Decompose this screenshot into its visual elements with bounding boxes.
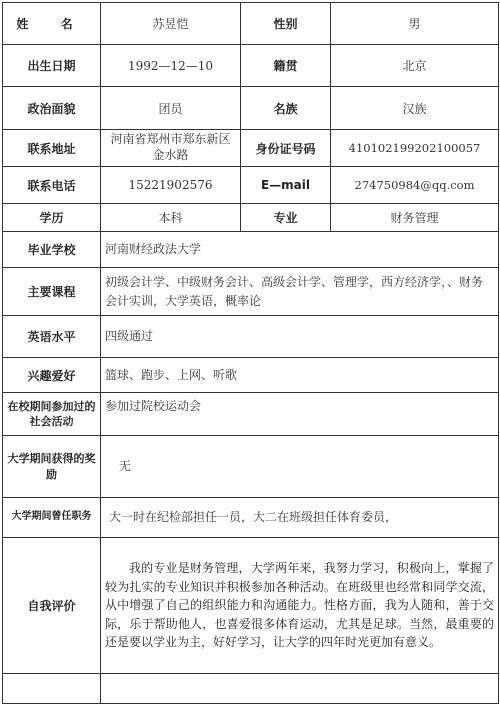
hobby-value: 篮球、跑步、上网、听歌 (101, 358, 499, 393)
award-label: 大学期间获得的奖励 (3, 436, 101, 498)
duty-label: 大学期间曾任职务 (3, 498, 101, 538)
school-label: 毕业学校 (3, 232, 101, 268)
empty-cell-right (101, 674, 499, 704)
english-label: 英语水平 (3, 316, 101, 358)
gender-label: 性别 (241, 3, 331, 45)
name-label: 姓 名 (3, 3, 101, 45)
hobby-label: 兴趣爱好 (3, 358, 101, 393)
major-value: 财务管理 (331, 204, 499, 232)
politics-label: 政治面貌 (3, 87, 101, 130)
activity-label: 在校期间参加过的社会活动 (3, 393, 101, 436)
native-label: 籍贯 (241, 45, 331, 87)
courses-label: 主要课程 (3, 268, 101, 316)
empty-cell-left (3, 674, 101, 704)
ethnic-value: 汉族 (331, 87, 499, 130)
duty-value: 大一时在纪检部担任一员，大二在班级担任体育委员， (101, 498, 499, 538)
address-label: 联系地址 (3, 130, 101, 167)
edu-label: 学历 (3, 204, 101, 232)
self-eval-label: 自我评价 (3, 538, 101, 674)
self-eval-text: 我的专业是财务管理，大学两年来，我努力学习，积极向上，掌握了较为扎实的专业知识并积极参加各种活动。在班级里也经常和同学交流，从中增强了自己的组织能力和沟通能力。性格方面，我为人随和，善于交际，乐于帮助他人，也喜爱很多体育运动，尤其是足球。当然，最重要的还是要以学业为主，好好学习，让大学的四年时光更加有意义。 (101, 538, 499, 674)
activity-value: 参加过院校运动会 (101, 393, 499, 436)
politics-value: 团员 (101, 87, 241, 130)
gender-value: 男 (331, 3, 499, 45)
email-value: 274750984@qq.com (331, 167, 499, 204)
major-label: 专业 (241, 204, 331, 232)
birth-value: 1992—12—10 (101, 45, 241, 87)
ethnic-label: 名族 (241, 87, 331, 130)
award-value: 无 (101, 436, 499, 498)
edu-value: 本科 (101, 204, 241, 232)
english-value: 四级通过 (101, 316, 499, 358)
phone-label: 联系电话 (3, 167, 101, 204)
name-value: 苏昱恺 (101, 3, 241, 45)
id-value: 410102199202100057 (331, 130, 499, 167)
email-label: E—mail (241, 167, 331, 204)
native-value: 北京 (331, 45, 499, 87)
courses-value: 初级会计学、中级财务会计、高级会计学、管理学，西方经济学，、财务会计实训，大学英语，概率论 (101, 268, 499, 316)
phone-value: 15221902576 (101, 167, 241, 204)
birth-label: 出生日期 (3, 45, 101, 87)
school-value: 河南财经政法大学 (101, 232, 499, 268)
id-label: 身份证号码 (241, 130, 331, 167)
address-value: 河南省郑州市郑东新区金水路 (101, 130, 241, 167)
resume-table (2, 2, 499, 704)
